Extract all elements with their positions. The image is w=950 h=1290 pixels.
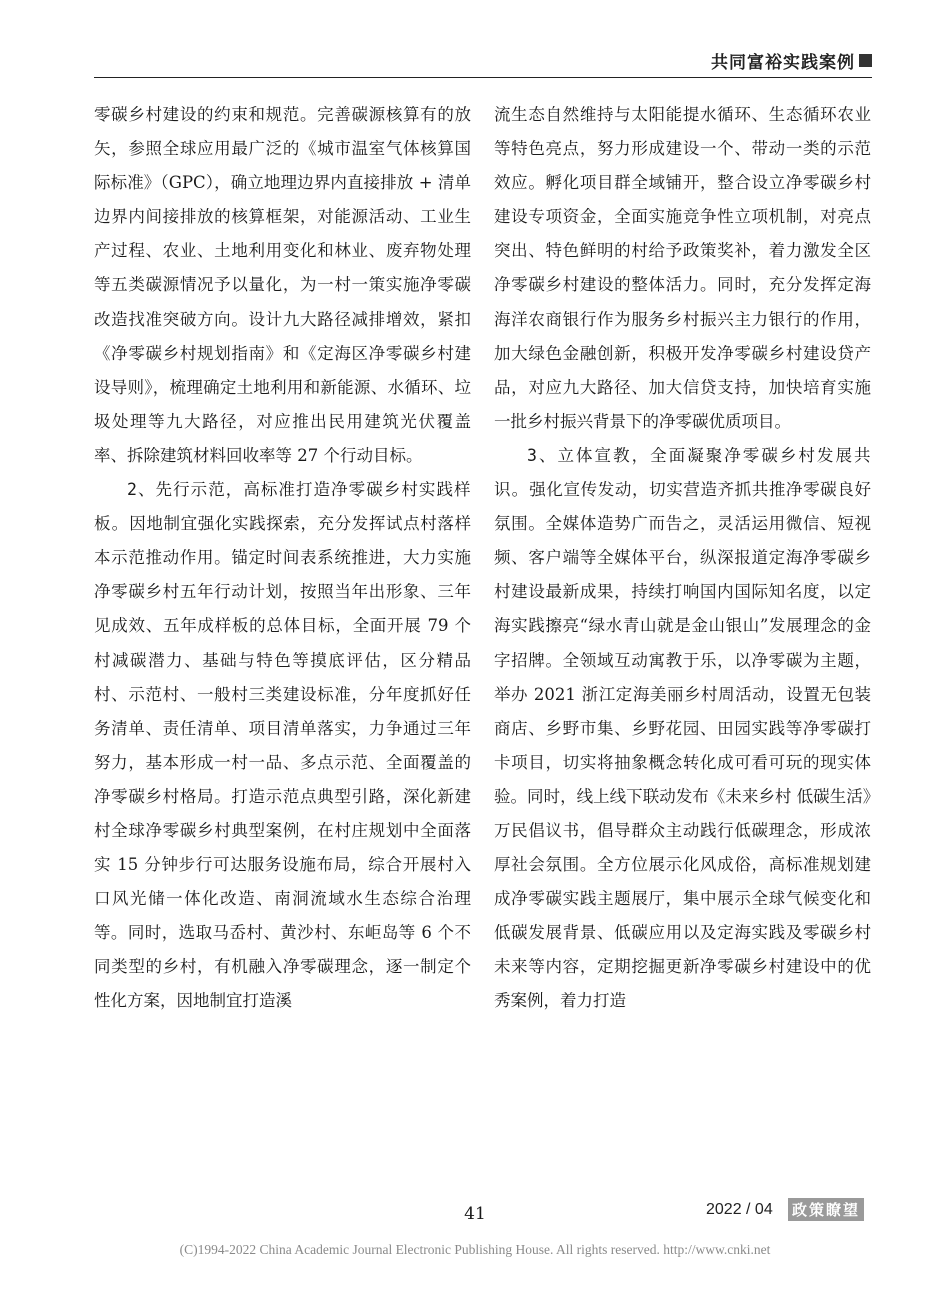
right-column — [494, 98, 871, 1019]
section-2-heading: 2、先行示范，高标准打造净零碳乡村实践样板。 — [94, 480, 471, 534]
right-paragraph-1: 流生态自然维持与太阳能提水循环、生态循环农业等特色亮点，努力形成建设一个、带动一类的示范效应。孵化项目群全域铺开，整合设立净零碳乡村建设专项资金，全面实施竞争性立项机制，对亮点突出、特色鲜明的村给予政策奖补，着力激发全区净零碳乡村建设的整体活力。同时，充分发挥定海海洋农商银行作为服务乡村振兴主力银行的作用，加大绿色金融创新，积极开发净零碳乡村建设贷产品，对应九大路径、加大信贷支持，加快培育实施一批乡村振兴背景下的净零碳优质项目。 — [494, 105, 871, 431]
header-title-text: 共同富裕实践案例 — [711, 53, 855, 73]
issue-label: 2022 / 04 — [706, 1201, 773, 1218]
left-column — [94, 98, 471, 1019]
left-paragraph-1: 零碳乡村建设的约束和规范。完善碳源核算有的放矢，参照全球应用最广泛的《城市温室气体核算国际标准》（GPC），确立地理边界内直接排放 + 清单边界内间接排放的核算框架，对能源活动、工业生产过程、农业、土地利用变化和林业、废弃物处理等五类碳源情况予以量化，为一村一策实施净零碳改造找准突破方向。设计九大路径减排增效，紧扣《净零碳乡村规划指南》和《定海区净零碳乡村建设导则》，梳理确定土地利用和新能源、水循环、垃圾处理等九大路径，对应推出民用建筑光伏覆盖率、拆除建筑材料回收率等 27 个行动目标。 — [94, 105, 471, 465]
journal-logo: 政策瞭望 — [788, 1198, 864, 1221]
header-section-title — [711, 48, 872, 73]
right-paragraph-2 — [494, 439, 871, 1019]
section-3-body: 强化宣传发动，切实营造齐抓共推净零碳良好氛围。全媒体造势广而告之，灵活运用微信、短视频、客户端等全媒体平台，纵深报道定海净零碳乡村建设最新成果，持续打响国内国际知名度，以定海实践擦亮“绿水青山就是金山银山”发展理念的金字招牌。全领域互动寓教于乐，以净零碳为主题，举办 2021 浙江定海美丽乡村周活动，设置无包装商店、乡野市集、乡野花园、田园实践等净零碳打卡项目，切实将抽象概念转化成可看可玩的现实体验。同时，线上线下联动发布《未来乡村 低碳生活》万民倡议书，倡导群众主动践行低碳理念，形成浓厚社会氛围。全方位展示化风成俗，高标准规划建成净零碳实践主题展厅，集中展示全球气候变化和低碳发展背景、低碳应用以及定海实践及零碳乡村未来等内容，定期挖掘更新净零碳乡村建设中的优秀案例，着力打造 — [494, 480, 872, 1011]
page-number: 41 — [464, 1204, 486, 1224]
left-paragraph-2 — [94, 473, 471, 1019]
section-2-body: 因地制宜强化实践探索，充分发挥试点村落样本示范推动作用。锚定时间表系统推进，大力实施净零碳乡村五年行动计划，按照当年出形象、三年见成效、五年成样板的总体目标，全面开展 79 个村减碳潜力、基础与特色等摸底评估，区分精品村、示范村、一般村三类建设标准，分年度抓好任务清单、责任清单、项目清单落实，力争通过三年努力，基本形成一村一品、多点示范、全面覆盖的净零碳乡村格局。打造示范点典型引路，深化新建村全球净零碳乡村典型案例，在村庄规划中全面落实 15 分钟步行可达服务设施布局，综合开展村入口风光储一体化改造、南洞流域水生态综合治理等。同时，选取马岙村、黄沙村、东岠岛等 6 个不同类型的乡村，有机融入净零碳理念，逐一制定个性化方案，因地制宜打造溪 — [94, 514, 472, 1011]
square-bullet-icon — [859, 54, 872, 67]
copyright-footer: (C)1994-2022 China Academic Journal Electronic Publishing House. All rights reserved. http://www.cnki.net — [179, 1242, 771, 1257]
header-divider — [94, 77, 872, 78]
section-3-heading: 3、立体宣教，全面凝聚净零碳乡村发展共识。 — [494, 445, 871, 500]
